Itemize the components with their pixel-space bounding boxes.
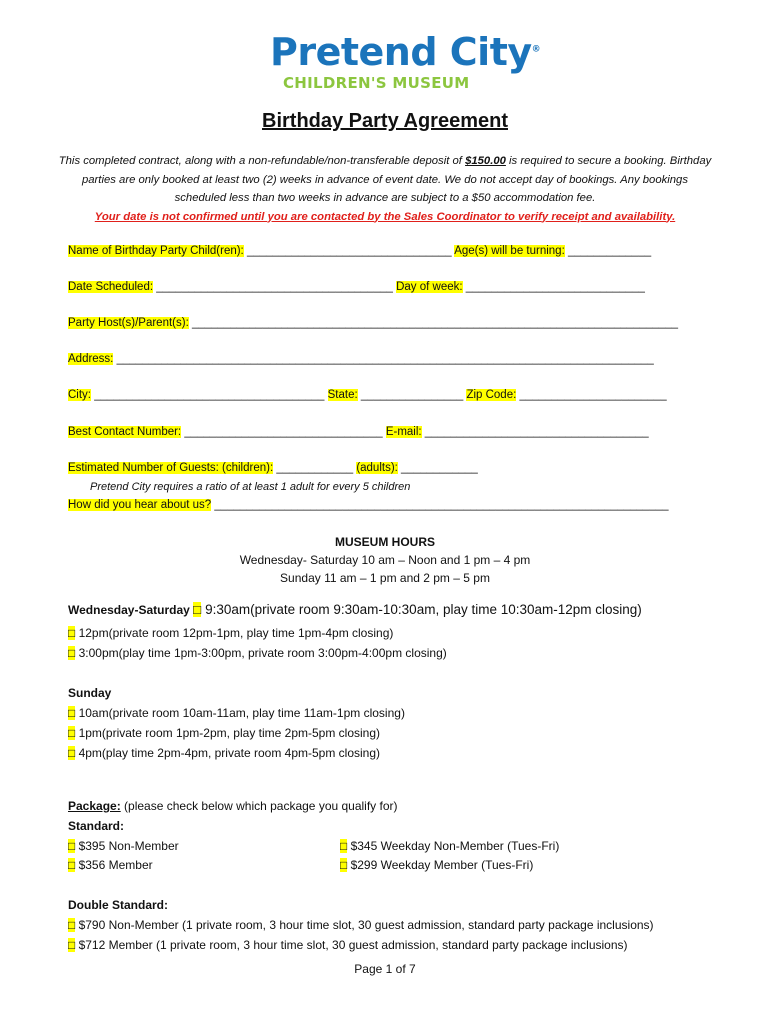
dbl-nonmember-text: $790 Non-Member (1 private room, 3 hour time slot, 30 guest admission, standard party package inclusions) (75, 918, 654, 932)
age-label: Age(s) will be turning: (454, 245, 565, 257)
wed-sat-930-text: 9:30am(private room 9:30am-10:30am, play time 10:30am-12pm closing) (201, 602, 642, 617)
standard-label: Standard: (68, 819, 125, 833)
contact-label: Best Contact Number: (68, 426, 182, 438)
hours-heading: MUSEUM HOURS (334, 535, 435, 549)
wed-sat-3pm-text: 3:00pm(play time 1pm-3:00pm, private room 3:00pm-4:00pm closing) (75, 646, 447, 660)
city-field[interactable]: ____________________________________ (91, 389, 328, 401)
date-field[interactable]: _____________________________________ (153, 281, 397, 293)
host-row (68, 317, 678, 329)
std-member-text: $356 Member (75, 858, 153, 872)
day-field[interactable]: ____________________________ (462, 281, 645, 293)
adults-count-field[interactable]: ____________ (397, 462, 478, 474)
contact-field[interactable]: _______________________________ (181, 426, 386, 438)
weekday-member-checkbox[interactable]: □ (340, 858, 348, 872)
hours-line-1: Wednesday- Saturday 10 am – Noon and 1 pm – 4 pm (239, 553, 531, 567)
age-field[interactable]: _____________ (564, 245, 652, 257)
host-label: Party Host(s)/Parent(s): (68, 317, 189, 329)
address-label: Address: (68, 353, 114, 365)
sunday-4pm-text: 4pm(play time 2pm-4pm, private room 4pm-5pm closing) (75, 746, 381, 760)
email-field[interactable]: ___________________________________ (421, 426, 649, 438)
day-label: Day of week: (396, 281, 463, 293)
wed-sat-option-1 (68, 602, 642, 617)
wed-sat-12pm-checkbox[interactable]: □ (68, 626, 76, 640)
confirmation-warning: Your date is not confirmed until you are contacted by the Sales Coordinator to verify receipt and availability. (94, 210, 676, 223)
referral-label: How did you hear about us? (68, 499, 212, 511)
registered-mark: ® (531, 44, 541, 55)
page-number: Page 1 of 7 (354, 962, 416, 976)
child-name-label: Name of Birthday Party Child(ren): (68, 245, 244, 257)
host-field[interactable]: ____________________________________________________________________________ (188, 317, 679, 329)
weekday-member-text: $299 Weekday Member (Tues-Fri) (347, 858, 534, 872)
guests-row (68, 462, 478, 474)
sunday-10am-checkbox[interactable]: □ (68, 706, 76, 720)
standard-option-4 (340, 858, 533, 872)
wed-sat-option-3 (68, 646, 447, 660)
standard-option-2 (68, 858, 153, 872)
package-heading (68, 799, 398, 813)
sunday-option-1 (68, 706, 405, 720)
sunday-option-2 (68, 726, 380, 740)
std-member-checkbox[interactable]: □ (68, 858, 76, 872)
contact-row (68, 426, 649, 438)
zip-label: Zip Code: (466, 389, 517, 401)
standard-option-3 (340, 839, 559, 853)
logo-subtitle: CHILDREN'S MUSEUM (283, 74, 470, 92)
address-field[interactable]: ____________________________________________________________________________________ (113, 353, 654, 365)
sunday-label: Sunday (68, 686, 112, 700)
dbl-nonmember-checkbox[interactable]: □ (68, 918, 76, 932)
double-standard-label: Double Standard: (68, 898, 169, 912)
sunday-4pm-checkbox[interactable]: □ (68, 746, 76, 760)
logo (270, 30, 540, 74)
wed-sat-option-2 (68, 626, 393, 640)
wed-sat-12pm-text: 12pm(private room 12pm-1pm, play time 1pm-4pm closing) (75, 626, 394, 640)
package-hint: (please check below which package you qualify for) (120, 799, 398, 813)
referral-row (68, 499, 669, 511)
city-row (68, 389, 667, 401)
double-option-1 (68, 918, 654, 932)
ratio-note: Pretend City requires a ratio of at least 1 adult for every 5 children (90, 481, 411, 493)
date-row (68, 281, 645, 293)
state-label: State: (327, 389, 358, 401)
sunday-option-3 (68, 746, 380, 760)
guests-label: Estimated Number of Guests: (children): (68, 462, 274, 474)
child-name-row (68, 245, 651, 257)
std-nonmember-text: $395 Non-Member (75, 839, 179, 853)
standard-option-1 (68, 839, 179, 853)
museum-hours (0, 533, 770, 587)
dbl-member-checkbox[interactable]: □ (68, 938, 76, 952)
intro-text-1: This completed contract, along with a non-refundable/non-transferable deposit of (58, 155, 466, 167)
child-name-field[interactable]: ________________________________ (243, 245, 455, 257)
state-field[interactable]: ________________ (357, 389, 467, 401)
sunday-10am-text: 10am(private room 10am-11am, play time 11am-1pm closing) (75, 706, 405, 720)
double-option-2 (68, 938, 628, 952)
referral-field[interactable]: _______________________________________________________________________ (211, 499, 669, 511)
logo-name: Pretend City (270, 30, 532, 74)
intro-paragraph (55, 152, 715, 226)
zip-field[interactable]: _______________________ (516, 389, 667, 401)
weekday-nonmember-checkbox[interactable]: □ (340, 839, 348, 853)
email-label: E-mail: (385, 426, 422, 438)
address-row (68, 353, 654, 365)
wed-sat-label: Wednesday-Saturday (68, 603, 190, 617)
adults-label: (adults): (356, 462, 398, 474)
wed-sat-3pm-checkbox[interactable]: □ (68, 646, 76, 660)
wed-sat-930-checkbox[interactable]: □ (193, 602, 202, 617)
date-label: Date Scheduled: (68, 281, 154, 293)
package-label: Package: (68, 799, 121, 813)
sunday-1pm-checkbox[interactable]: □ (68, 726, 76, 740)
dbl-member-text: $712 Member (1 private room, 3 hour time slot, 30 guest admission, standard party package inclusions) (75, 938, 628, 952)
intro-text-2: is required to secure a booking. Birthday parties are only booked at least two (2) weeks in advance of event date. We do not accept day of bookings. Any bookings scheduled less than two weeks in advance are subject to a $50 accommodation fee. (81, 155, 712, 204)
sunday-1pm-text: 1pm(private room 1pm-2pm, play time 2pm-5pm closing) (75, 726, 381, 740)
page-title: Birthday Party Agreement (262, 110, 508, 132)
hours-line-2: Sunday 11 am – 1 pm and 2 pm – 5 pm (280, 571, 490, 585)
children-count-field[interactable]: ____________ (273, 462, 357, 474)
city-label: City: (68, 389, 91, 401)
deposit-amount: $150.00 (465, 155, 506, 167)
weekday-nonmember-text: $345 Weekday Non-Member (Tues-Fri) (347, 839, 560, 853)
std-nonmember-checkbox[interactable]: □ (68, 839, 76, 853)
